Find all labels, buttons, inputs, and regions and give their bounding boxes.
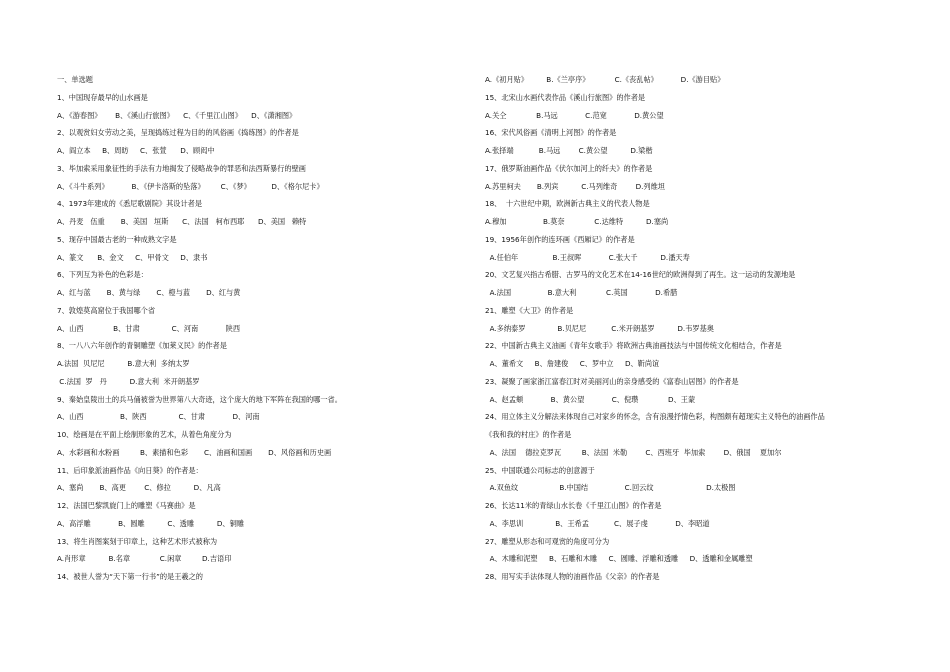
question-line: 28、用写实手法体现人物的油画作品《父亲》的作者是: [485, 572, 660, 581]
question-line: 1、中国现存最早的山水画是: [57, 92, 148, 102]
question-line: 11、后印象派油画作品《向日葵》的作者是：: [57, 465, 203, 475]
question-line: A、红与蓝 B、黄与绿 C、橙与蓝 D、红与黄: [57, 288, 241, 297]
question-line: 6、下列互为补色的色彩是：: [57, 270, 148, 280]
question-line: 《我和我的村庄》的作者是: [485, 430, 572, 439]
question-line: 25、中国联通公司标志的创意源于: [485, 465, 595, 475]
question-line: A.任伯年 B.王叔晖 C.张大千 D.潘天寿: [485, 252, 690, 262]
question-line: 12、法国巴黎凯旋门上的雕塑《马赛曲》是: [57, 501, 196, 510]
question-line: A、《游春图》 B、《溪山行旅图》 C、《千里江山图》 D、《潇湘图》: [57, 110, 297, 120]
question-line: 3、毕加索采用象征性的手法有力地揭发了侵略战争的罪恶和法西斯暴行的壁画: [57, 163, 306, 173]
question-line: A.关仝 B.马远 C.范宽 D.黄公望: [485, 110, 664, 120]
question-line: A.穆加 B.莫奈 C.达维特 D.塞尚: [485, 217, 669, 226]
question-line: 10、绘画是在平面上绘制形象的艺术，从着色角度分为: [57, 430, 232, 439]
question-line: A、木雕和泥塑 B、石雕和木雕 C、圆雕、浮雕和透雕 D、透雕和金属雕塑: [485, 554, 753, 564]
question-line: A、《斗牛系列》 B、《伊卡洛斯的坠落》 C、《梦》 D、《格尔尼卡》: [57, 181, 324, 191]
question-line: 27、雕塑从形态和可观赏的角度可分为: [485, 536, 610, 546]
question-line: A、李思训 B、王希孟 C、展子虔 D、李昭道: [485, 518, 710, 528]
question-line: A.《初月贴》 B.《兰亭序》 C.《丧乱帖》 D.《游目贴》: [485, 75, 725, 84]
question-line: A、篆文 B、金文 C、甲骨文 D、隶书: [57, 252, 208, 262]
question-line: 一、单选题: [57, 75, 93, 84]
question-line: 19、1956年创作的连环画《西厢记》的作者是: [485, 234, 635, 244]
question-line: A.肖形章 B.名章 C.闲章 D.吉语印: [57, 554, 232, 564]
question-line: A、山西 B、甘肃 C、河南 陕西: [57, 323, 241, 333]
question-line: A、法国 德拉克罗瓦 B、法国 米勒 C、西班牙 毕加索 D、俄国 夏加尔: [485, 447, 782, 457]
left-question-column: [57, 71, 472, 586]
question-line: 5、现存中国最古老的一种成熟文字是: [57, 234, 177, 244]
question-line: 15、北宋山水画代表作品《溪山行旅图》的作者是: [485, 92, 646, 102]
question-line: 26、长达11米的青绿山水长卷《千里江山图》的作者是: [485, 501, 662, 510]
question-line: A、水彩画和水粉画 B、素描和色彩 C、油画和国画 D、风俗画和历史画: [57, 447, 332, 457]
question-line: 14、被世人誉为“天下第一行书”的是王羲之的: [57, 572, 203, 581]
question-line: 22、中国新古典主义油画《青年女歌手》将欧洲古典油画技法与中国传统文化相结合，作者是: [485, 341, 782, 351]
question-line: A、塞尚 B、高更 C、修拉 D、凡高: [57, 483, 221, 493]
question-line: 16、宋代风俗画《清明上河图》的作者是: [485, 128, 617, 138]
question-line: 9、秦始皇陵出土的兵马俑被誉为世界第八大奇迹，这个庞大的地下军阵在我国的哪一省。: [57, 394, 342, 404]
question-line: A.法国 贝尼尼 B.意大利 多纳太罗: [57, 359, 190, 368]
question-line: 21、雕塑《大卫》的作者是: [485, 305, 574, 315]
question-line: A.多纳泰罗 B.贝尼尼 C.米开朗基罗 D.韦罗基奥: [485, 323, 714, 333]
question-line: 7、敦煌莫高窟位于我国哪个省: [57, 305, 156, 315]
question-line: A.双鱼纹 B.中国结 C.回云纹 D.太极图: [485, 483, 736, 493]
question-line: 23、凝聚了画家浙江富春江时对美丽河山的亲身感受的《富春山居图》的作者是: [485, 376, 739, 386]
question-line: A.法国 B.意大利 C.英国 D.希腊: [485, 288, 678, 297]
question-line: 18、 十六世纪中期，欧洲新古典主义的代表人物是: [485, 199, 650, 209]
question-line: A.张择端 B.马远 C.黄公望 D.梁楷: [485, 146, 653, 155]
right-question-column: [485, 71, 915, 586]
question-line: 20、文艺复兴指古希腊、古罗马的文化艺术在14-16世纪的欧洲得到了再生。这一运动的发源地是: [485, 270, 796, 280]
question-line: A.苏里柯夫 B.列宾 C.马列维奇 D.列维坦: [485, 181, 665, 191]
question-line: 24、用立体主义分解法来体现自己对家乡的怀念，含有浪漫抒情色彩，构图颇有超现实主义特色的油画作品: [485, 412, 825, 422]
question-line: 2、以观赏妇女劳动之美，呈现捣练过程为目的的风俗画《捣练图》的作者是: [57, 128, 299, 138]
question-line: 17、俄罗斯油画作品《伏尔加河上的纤夫》的作者是: [485, 163, 653, 173]
question-line: 8、一八八六年创作的青铜雕塑《加莱义民》的作者是: [57, 341, 227, 351]
question-line: C.法国 罗 丹 D.意大利 米开朗基罗: [57, 376, 200, 386]
question-line: A、高浮雕 B、圆雕 C、透雕 D、铜雕: [57, 518, 244, 528]
question-line: A、赵孟頫 B、黄公望 C、倪瓒 D、王蒙: [485, 394, 696, 404]
question-line: 13、将生肖图案刻于印章上，这种艺术形式被称为: [57, 536, 218, 546]
question-line: 4、1973年建成的《悉尼歌剧院》其设计者是: [57, 199, 203, 209]
question-line: A、丹麦 伍重 B、美国 垣斯 C、法国 柯布西耶 D、美国 赖特: [57, 217, 307, 226]
question-line: A、山西 B、陕西 C、甘肃 D、河南: [57, 412, 260, 422]
question-line: A、董希文 B、詹建俊 C、罗中立 D、靳尚谊: [485, 359, 660, 368]
question-line: A、阎立本 B、周昉 C、张萱 D、顾闳中: [57, 146, 215, 155]
